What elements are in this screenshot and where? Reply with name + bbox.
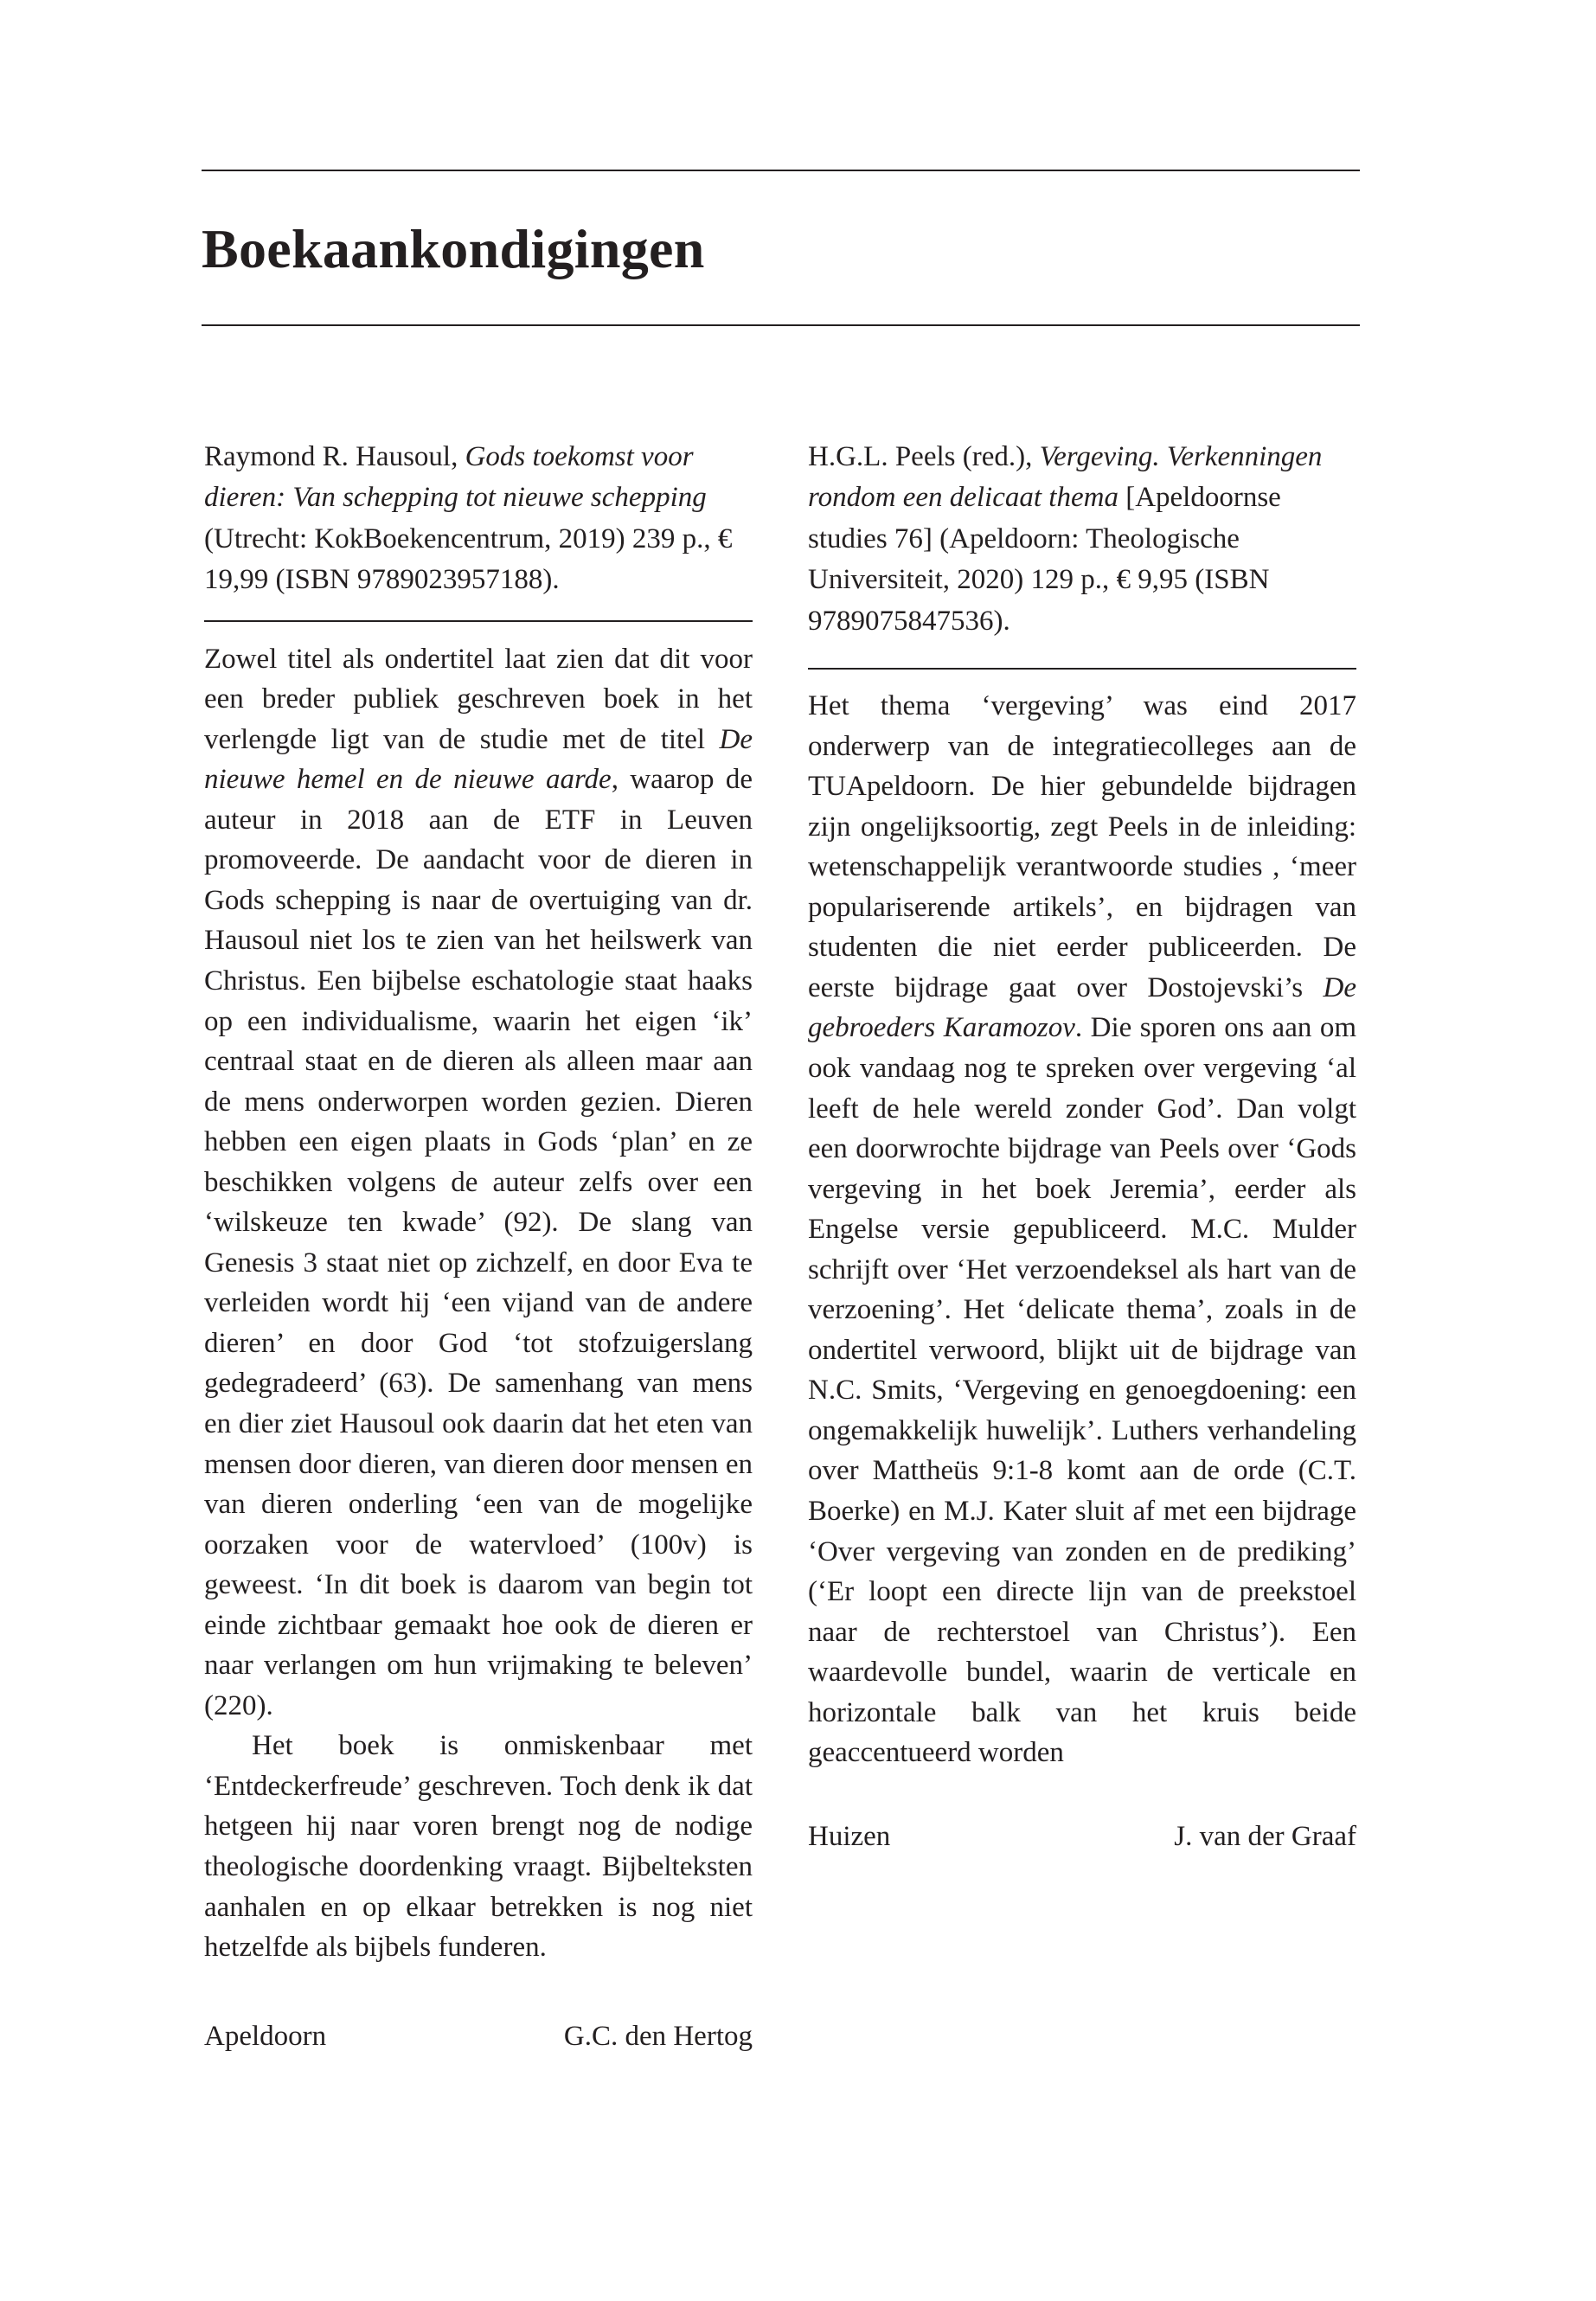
book-author: Raymond R. Hausoul, <box>204 441 465 472</box>
review-paragraph <box>808 686 1356 1773</box>
page-title: Boekaankondigingen <box>202 218 705 279</box>
review-text <box>204 639 753 1968</box>
book-details: (Utrecht: KokBoekencentrum, 2019) 239 p., € 19,99 (ISBN 9789023957188). <box>204 522 733 596</box>
review-paragraph <box>204 639 753 1727</box>
review-signature <box>808 1817 1356 1856</box>
italic-title: De gebroeders Karamozov <box>808 971 1356 1044</box>
book-title: Vergeving. Verkenningen rondom een delicaat thema <box>808 441 1323 514</box>
italic-title: De nieuwe hemel en de nieuwe aarde <box>204 723 753 796</box>
reviewer-place: Apeldoorn <box>204 2020 327 2052</box>
reference-rule <box>808 668 1356 670</box>
review-text <box>808 686 1356 1773</box>
reviewer-name: G.C. den Hertog <box>563 2020 753 2052</box>
book-title: Gods toekomst voor dieren: Van schepping tot nieuwe schepping <box>204 441 707 514</box>
reference-rule <box>204 620 753 622</box>
title-rule <box>202 324 1360 326</box>
top-rule <box>202 170 1360 171</box>
text-run: Het thema ‘vergeving’ was eind 2017 onderwerp van de integratiecolleges aan de TUApeldoorn. De hier gebundelde bijdragen zijn ongelijksoortig, zegt Peels in de inleiding: wetenschappelijk verantwoorde studies , ‘meer populariserende artikels’, en bijdragen van studenten die niet eerder publiceerden. De eerste bijdrage gaat over Dostojevski’s <box>808 690 1356 1003</box>
book-reference <box>204 437 753 601</box>
text-run: , waarop de auteur in 2018 aan de ETF in Leuven promoveerde. De aandacht voor de dieren in Gods schepping is naar de overtuiging van dr. Hausoul niet los te zien van het heilswerk van Christus. Een bijbelse eschatologie staat haaks op een individualisme, waarin het eigen ‘ik’ centraal staat en de dieren als alleen maar aan de mens onderworpen worden gezien. Dieren hebben een eigen plaats in Gods ‘plan’ en ze beschikken volgens de auteur zelfs over een ‘wilskeuze ten kwade’ (92). De slang van Genesis 3 staat niet op zichzelf, en door Eva te verleiden wordt hij ‘een vijand van de andere dieren’ en door God ‘tot stofzuigerslang gedegradeerd’ (63). De samenhang van mens en dier ziet Hausoul ook daarin dat het eten van mensen door dieren, van dieren door mensen en van dieren onderling ‘een van de mogelijke oorzaken voor de watervloed’ (100v) is geweest. ‘In dit boek is daarom van begin tot einde zichtbaar gemaakt hoe ook de dieren er naar verlangen om hun vrijmaking te beleven’ (220). <box>204 764 753 1721</box>
review-column-right <box>808 437 1356 1856</box>
book-reference <box>808 437 1356 642</box>
text-run: . Die sporen ons aan om ook vandaag nog te spreken over vergeving ‘al leeft de hele wereld zonder God’. Dan volgt een doorwrochte bijdrage van Peels over ‘Gods vergeving in het boek Jeremia’, eerder als Engelse versie gepubliceerd. M.C. Mulder schrijft over ‘Het verzoendeksel als hart van de verzoening’. Het ‘delicate thema’, zoals in de ondertitel verwoord, blijkt uit de bijdrage van N.C. Smits, ‘Vergeving en genoegdoening: een ongemakkelijk huwelijk’. Luthers verhandeling over Mattheüs 9:1-8 komt aan de orde (C.T. Boerke) en M.J. Kater sluit af met een bijdrage ‘Over vergeving van zonden en de prediking’ (‘Er loopt een directe lijn van de preekstoel naar de rechterstoel van Christus’). Een waardevolle bundel, waarin de verticale en horizontale balk van het kruis beide geaccentueerd worden <box>808 1012 1356 1769</box>
book-details: [Apeldoornse studies 76] (Apeldoorn: Theologische Universiteit, 2020) 129 p., € 9,95 (ISBN 9789075847536). <box>808 482 1281 637</box>
text-run: Zowel titel als ondertitel laat zien dat dit voor een breder publiek geschreven boek in het verlengde ligt van de studie met de titel <box>204 643 753 755</box>
reviewer-name: J. van der Graaf <box>1174 1820 1356 1852</box>
reviewer-place: Huizen <box>808 1820 891 1852</box>
review-signature <box>204 2016 753 2056</box>
review-column-left <box>204 437 753 2056</box>
book-author: H.G.L. Peels (red.), <box>808 441 1040 472</box>
review-paragraph: Het boek is onmiskenbaar met ‘Entdeckerfreude’ geschreven. Toch denk ik dat hetgeen hij naar voren brengt nog de nodige theologische doordenking vraagt. Bijbelteksten aanhalen en op elkaar betrekken is nog niet hetzelfde als bijbels funderen. <box>204 1730 753 1964</box>
